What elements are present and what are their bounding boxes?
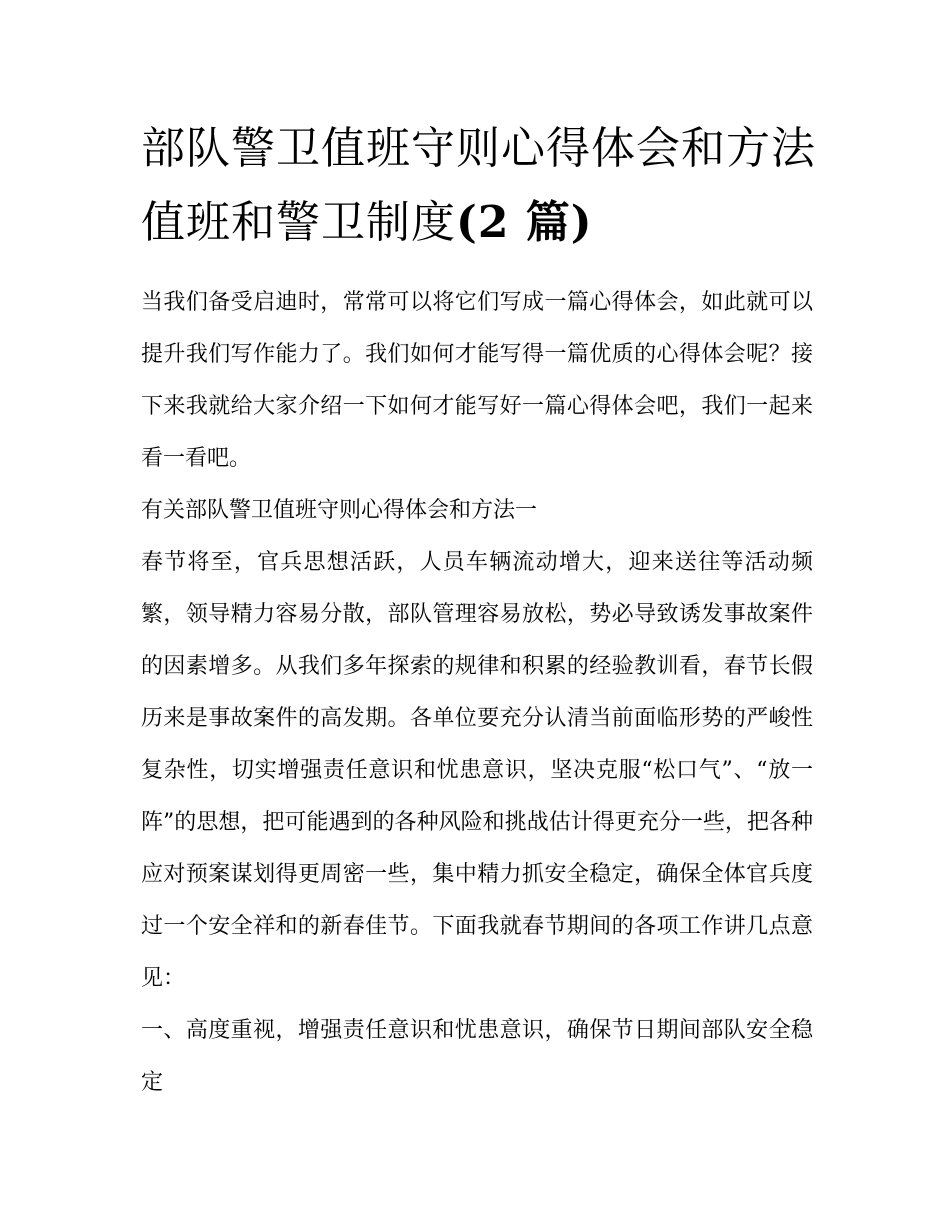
document-body (141, 277, 813, 1109)
document-title-text: 部队警卫值班守则心得体会和方法 值班和警卫制度 (141, 123, 816, 248)
body-paragraph: 春节将至，官兵思想活跃，人员车辆流动增大，迎来送往等活动频繁，领导精力容易分散，部队管理容易放松，势必导致诱发事故案件的因素增多。从我们多年探索的规律和积累的经验教训看，春节长假历来是事故案件的高发期。各单位要充分认清当前面临形势的严峻性复杂性，切实增强责任意识和忧患意识，坚决克服“松口气”、“放一阵”的思想，把可能遇到的各种风险和挑战估计得更充分一些，把各种应对预案谋划得更周密一些，集中精力抓安全稳定，确保全体官兵度过一个安全祥和的新春佳节。下面我就春节期间的各项工作讲几点意见： (141, 550, 813, 991)
subsection-heading: 一、高度重视，增强责任意识和忧患意识，确保节日期间部队安全稳定 (141, 1018, 813, 1095)
document-title (141, 112, 821, 260)
intro-paragraph: 当我们备受启迪时，常常可以将它们写成一篇心得体会，如此就可以提升我们写作能力了。我们如何才能写得一篇优质的心得体会呢？接下来我就给大家介绍一下如何才能写好一篇心得体会吧，我们一起来看一看吧。 (141, 290, 813, 471)
section-heading: 有关部队警卫值班守则心得体会和方法一 (141, 498, 538, 523)
document-title-count: (2 篇) (456, 197, 593, 248)
